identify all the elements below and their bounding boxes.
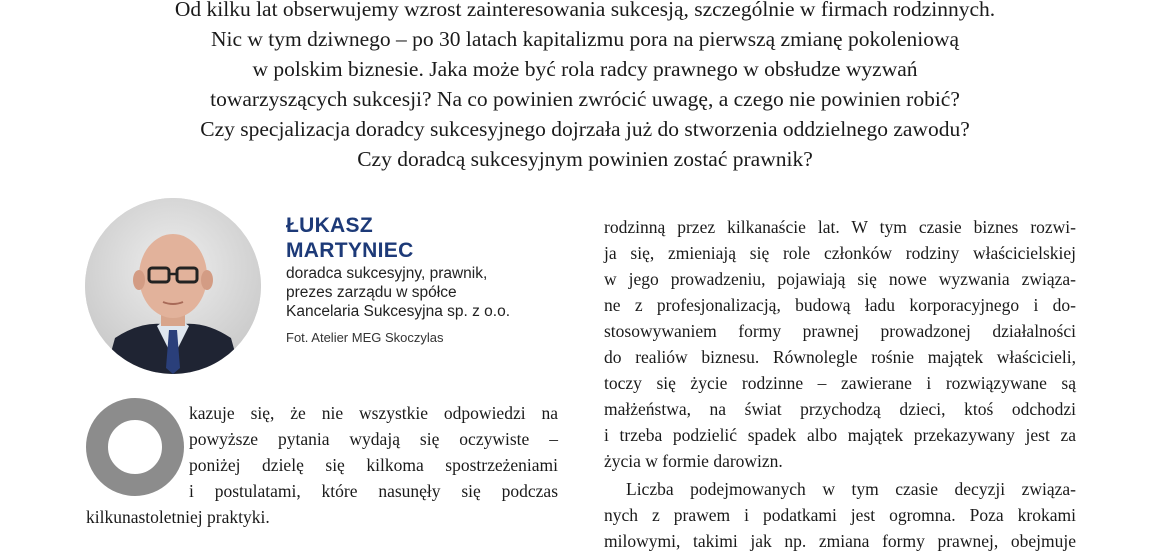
author-last-name: MARTYNIEC [286,239,414,262]
author-portrait [85,198,261,374]
body-line: w jego prowadzeniu, pojawiają się nowe wyzwania związa- [604,269,1076,289]
lead-line: Nic w tym dziwnego – po 30 latach kapitalizmu pora na pierwszą zmianę pokoleniową [210,27,960,51]
body-line: kilkunastoletniej praktyki. [86,507,270,527]
author-role [286,264,510,321]
lead-line: Czy doradcą sukcesyjnym powinien zostać prawnik? [357,147,813,171]
body-line: kazuje się, że nie wszystkie odpowiedzi na [189,403,558,423]
body-line: do realiów biznesu. Równolegle rośnie majątek właścicieli, [604,347,1076,367]
author-name [286,213,414,263]
body-line: i trzeba podzielić spadek albo majątek przekazywany jest za [604,425,1076,445]
body-line: powyższe pytania wydają się oczywiste – [189,429,558,449]
dropcap-letter-o [86,398,184,496]
body-line: ja się, zmieniają się role członków rodziny właścicielskiej [604,243,1076,263]
body-line: Liczba podejmowanych w tym czasie decyzji związa- [626,479,1076,499]
lead-line: w polskim biznesie. Jaka może być rola radcy prawnego w obsłudze wyzwań [252,57,918,81]
author-role-line: prezes zarządu w spółce [286,284,457,301]
lead-line: Od kilku lat obserwujemy wzrost zainteresowania sukcesją, szczególnie w firmach rodzinnych. [174,0,996,21]
body-line: stosowywaniem formy prawnej prowadzonej działalności [604,321,1076,341]
lead-paragraph [60,0,1110,174]
body-line: życia w formie darowizn. [604,451,783,471]
author-role-line: doradca sukcesyjny, prawnik, [286,265,488,282]
body-line: ne z profesjonalizacją, budową ładu korporacyjnego i do- [604,295,1076,315]
body-line: małżeństwa, na świat przychodzą dzieci, ktoś odchodzi [604,399,1076,419]
body-line: toczy się życie rodzinne – zawierane i rozwiązywane są [604,373,1076,393]
lead-line: Czy specjalizacja doradcy sukcesyjnego dojrzała już do stworzenia oddzielnego zawodu? [200,117,970,141]
body-line: milowymi, takimi jak np. zmiana formy prawnej, obejmuje [604,531,1076,551]
author-role-line: Kancelaria Sukcesyjna sp. z o.o. [286,303,511,320]
author-first-name: ŁUKASZ [286,214,373,237]
body-line: rodzinną przez kilkanaście lat. W tym czasie biznes rozwi- [604,217,1076,237]
photo-credit: Fot. Atelier MEG Skoczylas [286,330,444,345]
body-line: poniżej dzielę się kilkoma spostrzeżeniami [189,455,558,475]
body-line: nych z prawem i podatkami jest ogromna. Poza krokami [604,505,1076,525]
portrait-illustration [85,198,261,374]
lead-line: towarzyszących sukcesji? Na co powinien zwrócić uwagę, a czego nie powinien robić? [210,87,960,111]
body-line: i postulatami, które nasunęły się podczas [189,481,558,501]
